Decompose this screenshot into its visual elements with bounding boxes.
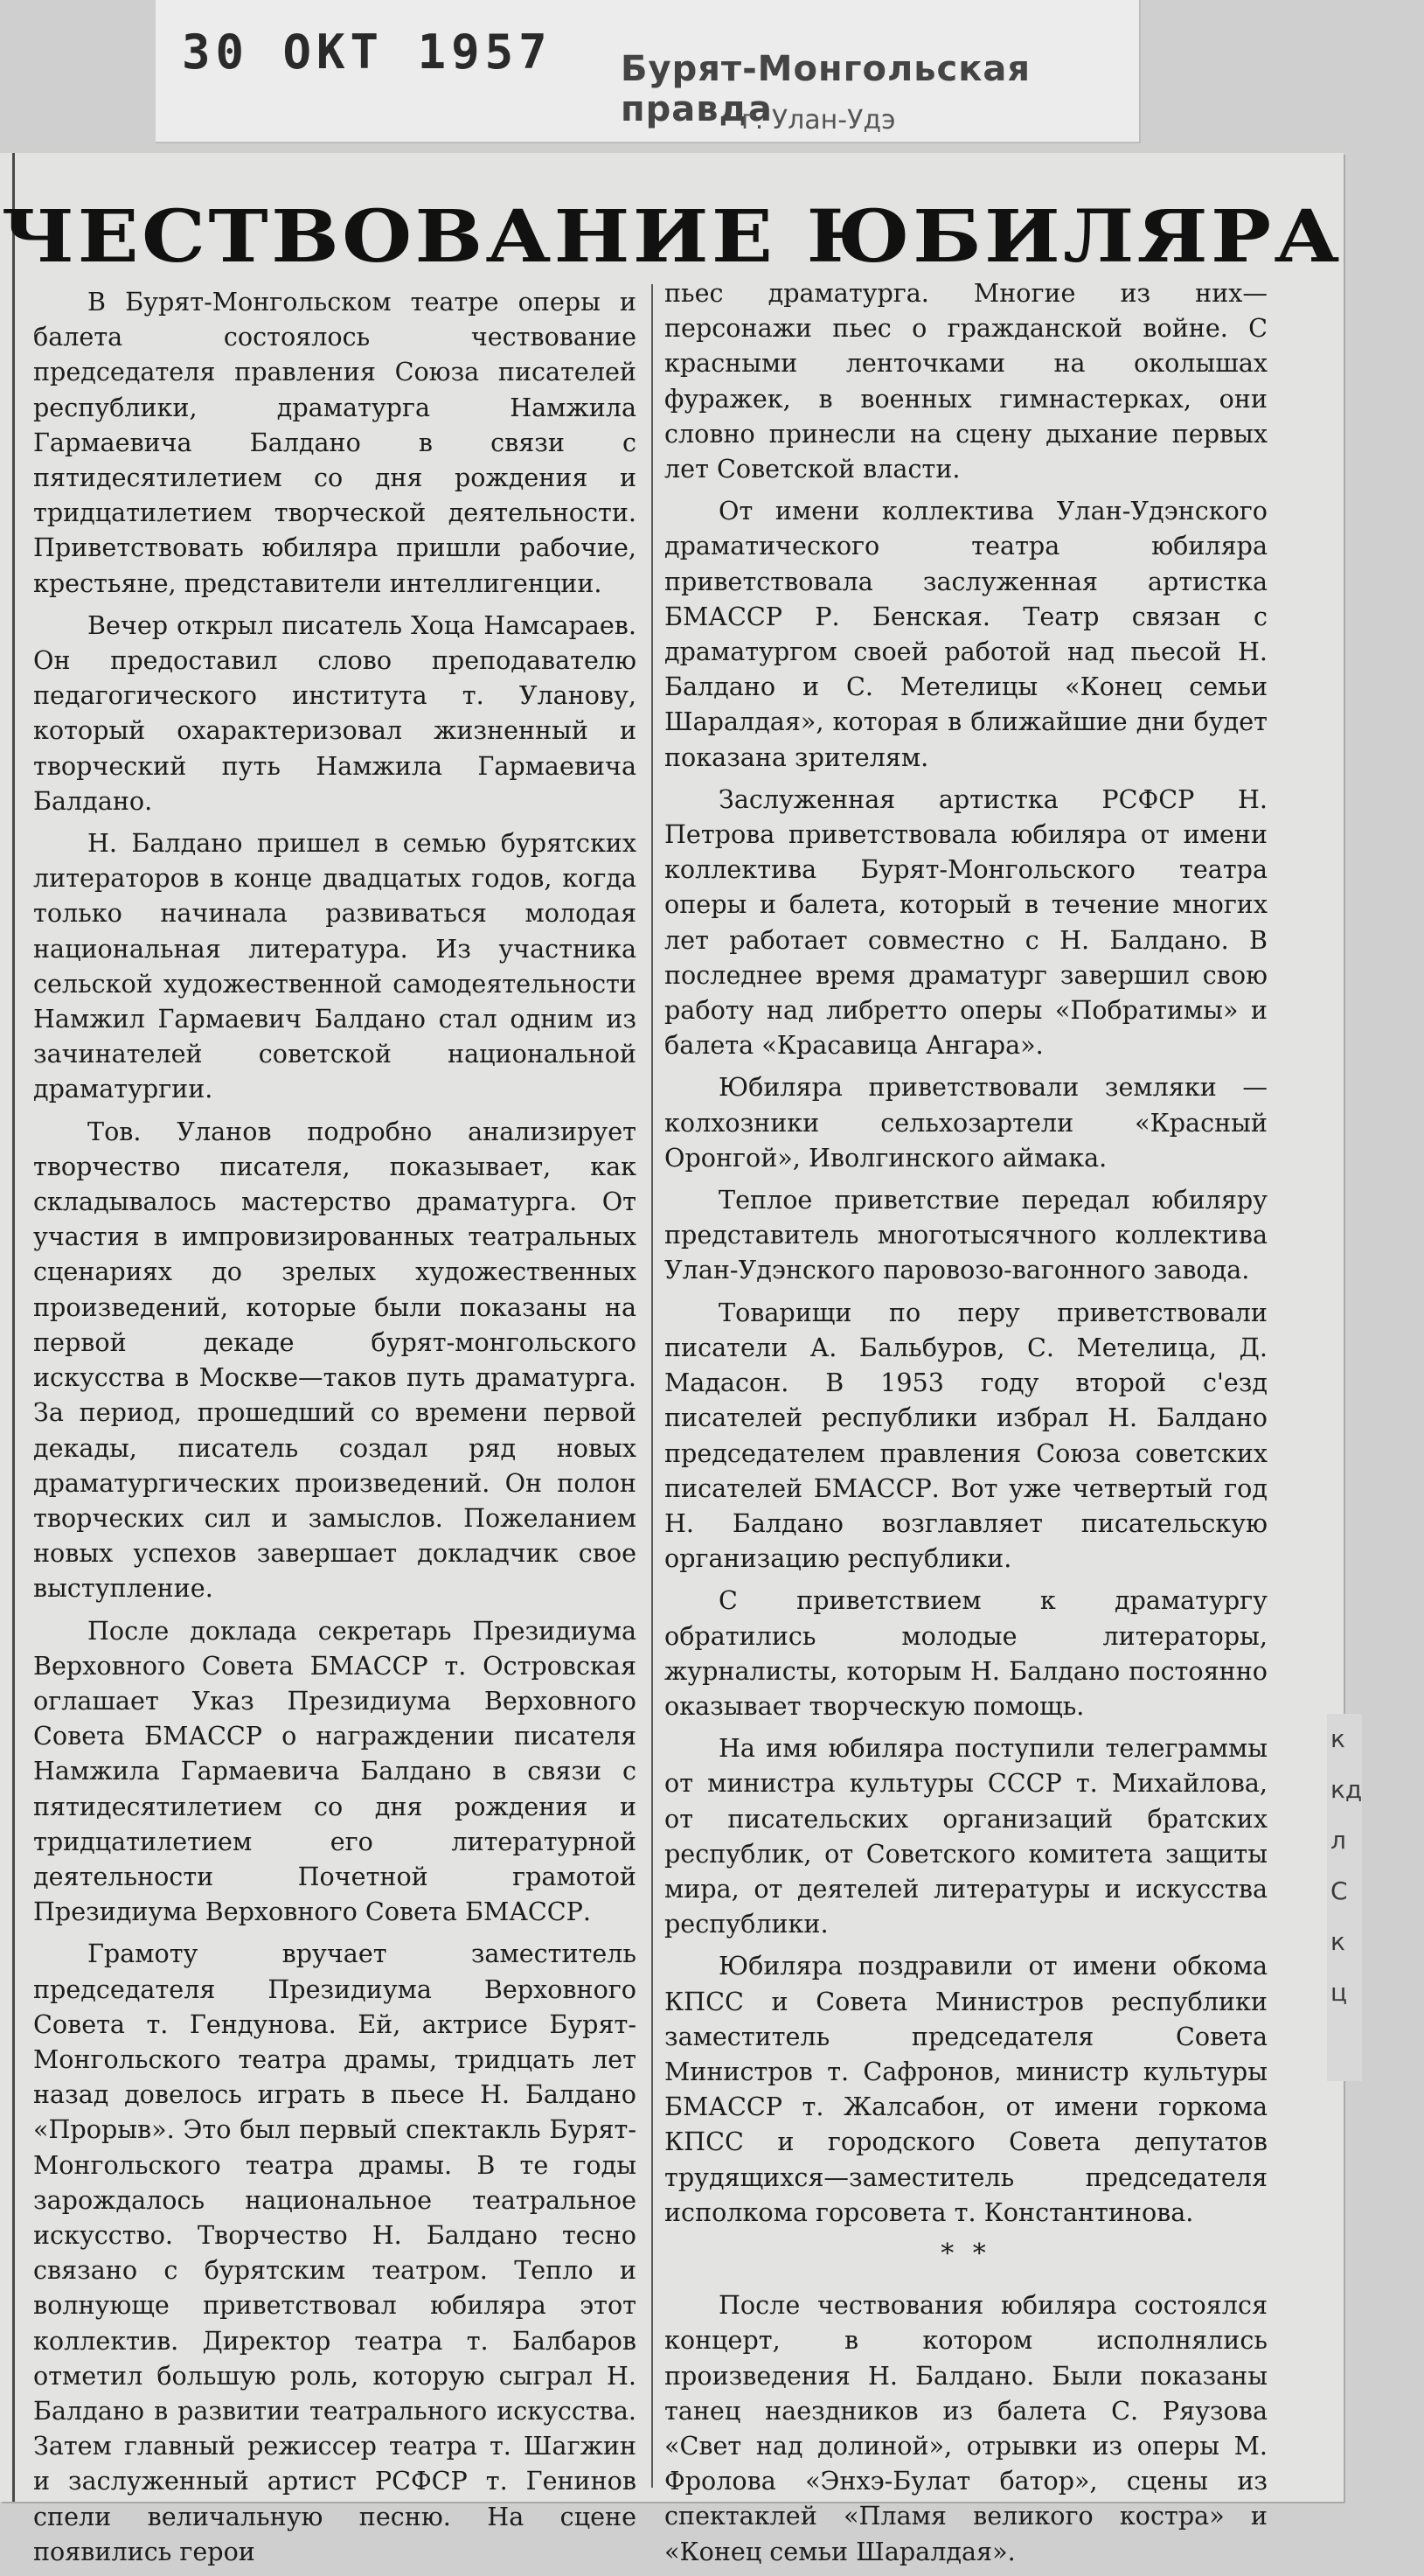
article-paragraph: Юбиляра приветствовали земляки — колхозники сельхозартели «Красный Оронгой», Иволгинского аймака. xyxy=(664,1072,1268,1173)
newspaper-city: г. Улан-Удэ xyxy=(741,105,896,136)
article-paragraph: После доклада секретарь Президиума Верховного Совета БМАССР т. Островская оглашает Указ Президиума Верховного Совета БМАССР о награждении писателя Намжила Гармаевича Балдано в связи с пятидесятилетием со дня рождения и тридцатилетием его литературной деятельности Почетной грамотой Президиума Верховного Совета БМАССР. xyxy=(33,1615,636,1927)
article-column-right xyxy=(664,275,1268,2576)
date-stamp: 30 ОКТ 1957 xyxy=(182,24,552,80)
newspaper-name: Бурят-Монгольская правда xyxy=(621,49,1032,129)
article-headline: ЧЕСТВОВАНИЕ ЮБИЛЯРА xyxy=(1,195,1343,279)
article-column-left xyxy=(33,284,636,2576)
article-paragraph: После чествования юбиляра состоялся концерт, в котором исполнялись произведения Н. Балдано. Были показаны танец наездников из балета С. Ряузова «Свет над долиной», отрывки из оперы М. Фролова «Энхэ-Булат батор», сцены из спектаклей «Пламя великого костра» и «Конец семьи Шаралдая». xyxy=(664,2290,1268,2566)
article-paragraph: Юбиляра поздравили от имени обкома КПСС и Совета Министров республики заместитель председателя Совета Министров т. Сафронов, министр культуры БМАССР т. Жалсабон, от имени горкома КПСС и городского Совета депутатов трудящихся—заместитель председателя исполкома горсовета т. Константинова. xyxy=(664,1951,1268,2227)
neighbor-article-fragment: к кд л С к ц xyxy=(1327,1714,1362,2081)
article-paragraph: От имени коллектива Улан-Удэнского драматического театра юбиляра приветствовала заслуженная артистка БМАССР Р. Бенская. Театр связан с драматургом своей работой над пьесой Н. Балдано и С. Метелицы «Конец семьи Шаралдая», которая в ближайшие дни будет показана зрителям. xyxy=(664,496,1268,772)
article-paragraph: Грамоту вручает заместитель председателя Президиума Верховного Совета т. Гендунова. Ей, актрисе Бурят-Монгольского театра драмы, тридцать лет назад довелось играть в пьесе Н. Балдано «Прорыв». Это был первый спектакль Бурят-Монгольского театра драмы. В те годы зарождалось национальное театральное искусство. Творчество Н. Балдано тесно связано с бурятским театром. Тепло и волнующе приветствовал юбиляра этот коллектив. Директор театра т. Балбаров отметил большую роль, которую сыграл Н. Балдано в развитии театрального искусства. Затем главный режиссер театра т. Шагжин и заслуженный артист РСФСР т. Генинов спели величальную песню. На сцене появились герои xyxy=(33,1939,636,2566)
article-paragraph: Н. Балдано пришел в семью бурятских литераторов в конце двадцатых годов, когда только начинала развиваться молодая национальная литература. Из участника сельской художественной самодеятельности Намжил Гармаевич Балдано стал одним из зачинателей советской национальной драматургии. xyxy=(33,828,636,1104)
section-separator: * * xyxy=(941,2238,991,2269)
edge-rule xyxy=(12,153,15,2502)
article-paragraph: Вечер открыл писатель Хоца Намсараев. Он предоставил слово преподавателю педагогического института т. Уланову, который охарактеризовал жизненный и творческий путь Намжила Гармаевича Балдано. xyxy=(33,609,636,816)
article-paragraph: Тов. Уланов подробно анализирует творчество писателя, показывает, как складывалось мастерство драматурга. От участия в импровизированных театральных сценариях до зрелых художественных произведений, которые были показаны на первой декаде бурят-монгольского искусства в Москве—таков путь драматурга. За период, прошедший со времени первой декады, писатель создал ряд новых драматургических произведений. Он полон творческих сил и замыслов. Пожеланием новых успехов завершает докладчик свое выступление. xyxy=(33,1116,636,1604)
article-paragraph: пьес драматурга. Многие из них—персонажи пьес о гражданской войне. С красными ленточками на околышах фуражек, в военных гимнастерках, они словно принесли на сцену дыхание первых лет Советской власти. xyxy=(664,278,1268,484)
newspaper-clipping xyxy=(0,153,1344,2566)
article-paragraph: Товарищи по перу приветствовали писатели А. Бальбуров, С. Метелица, Д. Мадасон. В 1953 году второй с'езд писателей республики избрал Н. Балдано председателем правления Союза советских писателей БМАССР. Вот уже четвертый год Н. Балдано возглавляет писательскую организацию республики. xyxy=(664,1297,1268,1574)
article-paragraph: В Бурят-Монгольском театре оперы и балета состоялось чествование председателя правления Союза писателей республики, драматурга Намжила Гармаевича Балдано в связи с пятидесятилетием со дня рождения и тридцатилетием творческой деятельности. Приветствовать юбиляра пришли рабочие, крестьяне, представители интеллигенции. xyxy=(33,287,636,598)
article-paragraph: Заслуженная артистка РСФСР Н. Петрова приветствовала юбиляра от имени коллектива Бурят-Монгольского театра оперы и балета, который в течение многих лет работает совместно с Н. Балдано. В последнее время драматург завершил свою работу над либретто оперы «Побратимы» и балета «Красавица Ангара». xyxy=(664,783,1268,1061)
column-divider xyxy=(651,284,653,2488)
clipping-label xyxy=(156,0,1141,143)
article-paragraph: С приветствием к драматургу обратились молодые литераторы, журналисты, которым Н. Балдано постоянно оказывает творческую помощь. xyxy=(664,1585,1268,1721)
article-paragraph: На имя юбиляра поступили телеграммы от министра культуры СССР т. Михайлова, от писательских организаций братских республик, от Советского комитета защиты мира, от деятелей литературы и искусства республики. xyxy=(664,1733,1268,1939)
article-paragraph: Теплое приветствие передал юбиляру представитель многотысячного коллектива Улан-Удэнского паровозо-вагонного завода. xyxy=(664,1185,1268,1285)
